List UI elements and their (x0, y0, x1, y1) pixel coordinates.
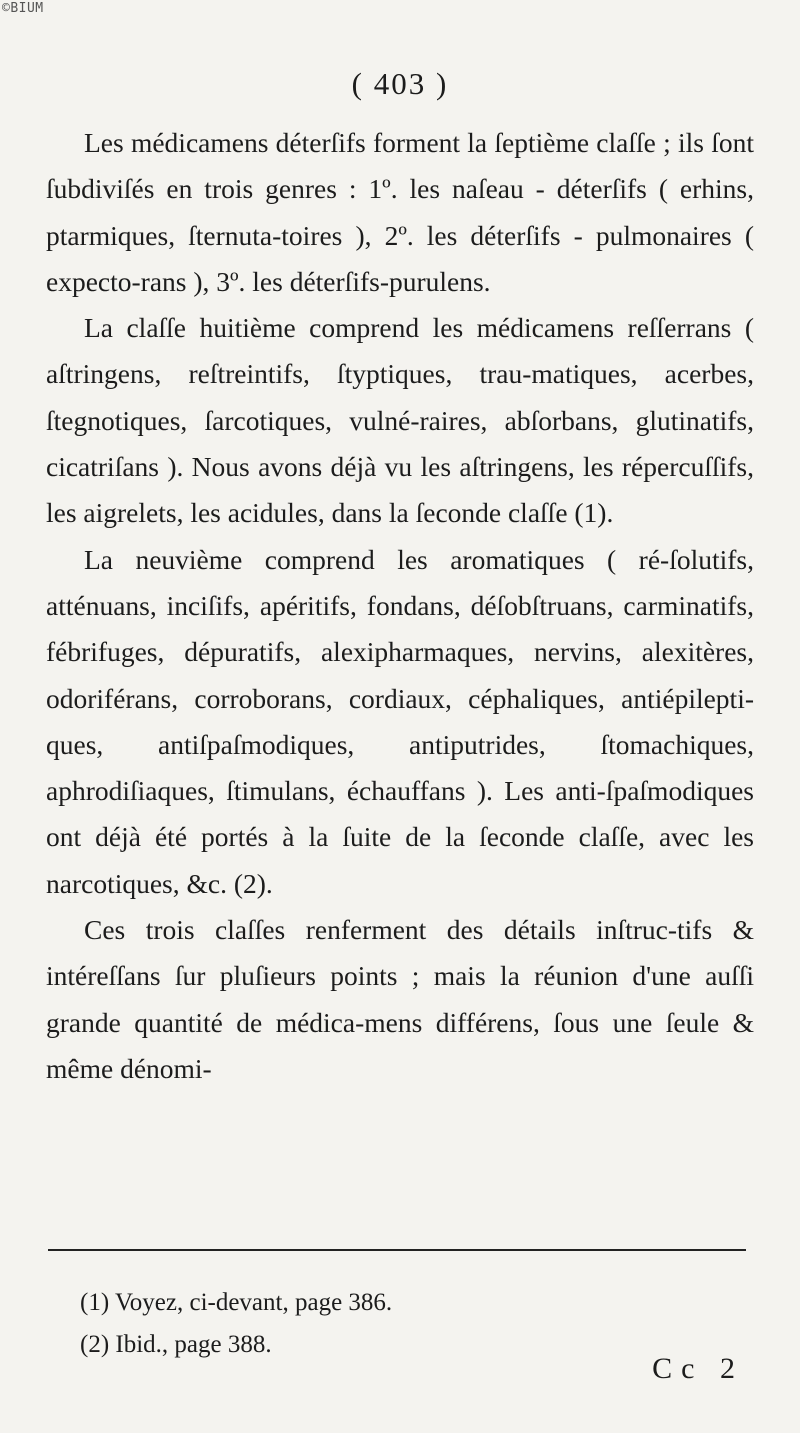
footnote-divider (48, 1249, 746, 1251)
signature-mark: Cc 2 (652, 1352, 744, 1385)
paragraph-3: La neuvième comprend les aromatiques ( ré-ſolutifs, atténuans, inciſifs, apéritifs, fondans, déſobſtruans, carminatifs, fébrifuges, dépuratifs, alexipharmaques, nervins, alexitères, odoriférans, corroborans, cordiaux, céphaliques, antiépilepti-ques, antiſpaſmodiques, antiputrides, ſtomachiques, aphrodiſiaques, ſtimulans, échauffans ). Les anti-ſpaſmodiques ont déjà été portés à la ſuite de la ſeconde claſſe, avec les narcotiques, &c. (2). (46, 543, 754, 899)
footnotes (80, 1282, 680, 1366)
body-text (46, 120, 754, 1092)
paragraph-4: Ces trois claſſes renferment des détails inſtruc-tifs & intéreſſans ſur pluſieurs points ; mais la réunion d'une auſſi grande quantité de médica-mens différens, ſous une ſeule & même dénomi- (46, 914, 754, 1084)
page-number: ( 403 ) (351, 66, 449, 101)
paragraph-1: Les médicamens déterſifs forment la ſeptième claſſe ; ils ſont ſubdiviſés en trois genres : 1º. les naſeau - déterſifs ( erhins, ptarmiques, ſternuta-toires ), 2º. les déterſifs - pulmonaires ( expecto-rans ), 3º. les déterſifs-purulens. (46, 127, 754, 297)
watermark: ©BIUM (2, 1, 44, 16)
paragraph-2: La claſſe huitième comprend les médicamens reſſerrans ( aſtringens, reſtreintifs, ſtyptiques, trau-matiques, acerbes, ſtegnotiques, ſarcotiques, vulné-raires, abſorbans, glutinatifs, cicatriſans ). Nous avons déjà vu les aſtringens, les répercuſſifs, les aigrelets, les acidules, dans la ſeconde claſſe (1). (46, 312, 754, 529)
footnote-2: (2) Ibid., page 388. (80, 1331, 272, 1358)
footnote-1: (1) Voyez, ci-devant, page 386. (80, 1289, 393, 1316)
